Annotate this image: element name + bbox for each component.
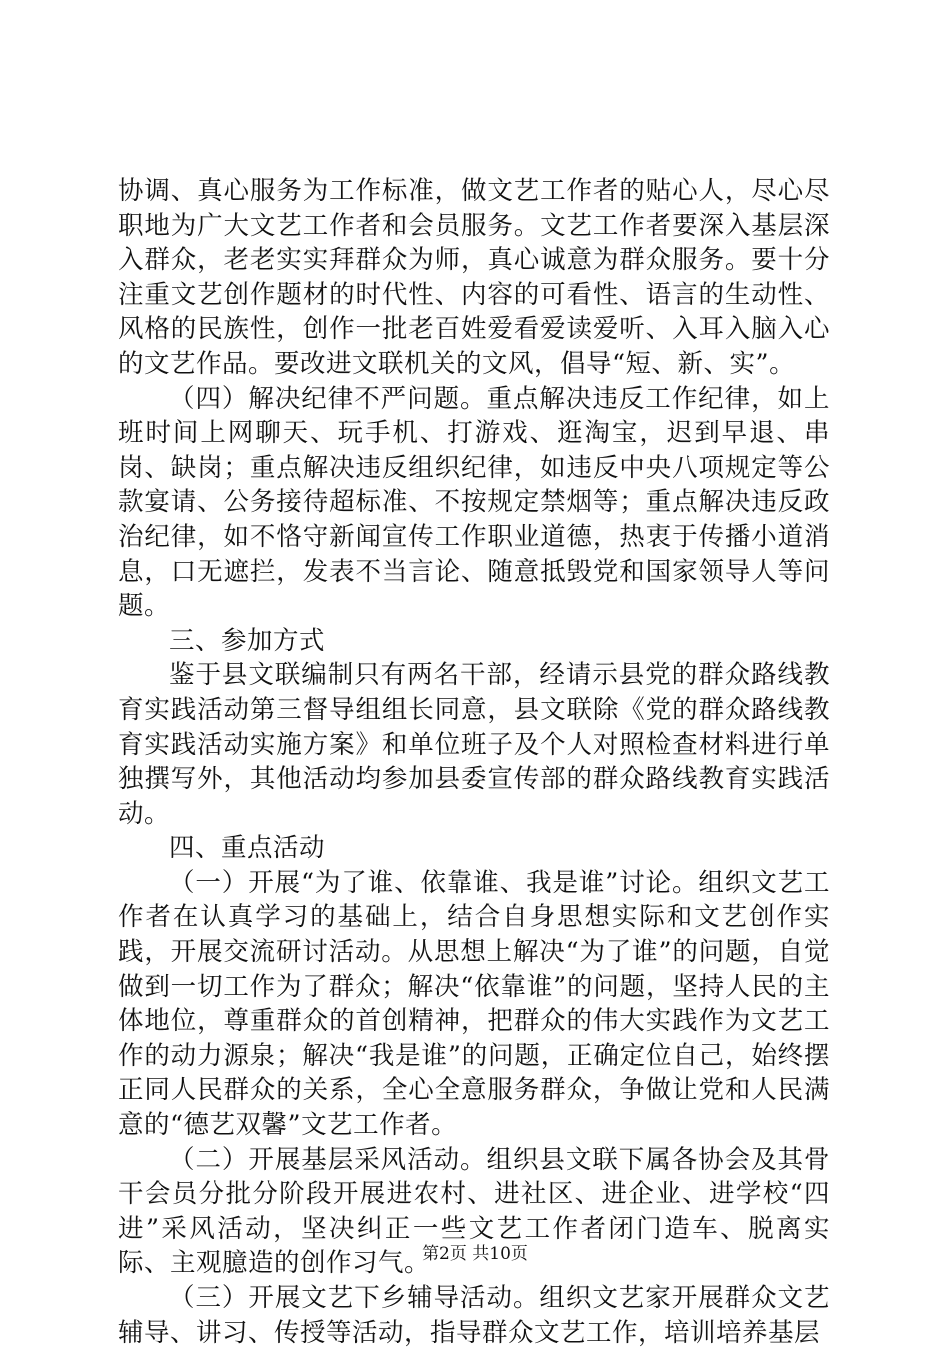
section-heading-key-activities: 四、重点活动 <box>169 833 326 864</box>
document-body <box>118 174 830 1350</box>
page-number-footer: 第2页 共10页 <box>422 1244 528 1264</box>
paragraph-continuation: 协调、真心服务为工作标准，做文艺工作者的贴心人，尽心尽职地为广大文艺工作者和会员服务。文艺工作者要深入基层深入群众，老老实实拜群众为师，真心诚意为群众服务。要十分注重文艺创作题材的时代性、内容的可看性、语言的生动性、风格的民族性，创作一批老百姓爱看爱读爱听、入耳入脑入心的文艺作品。要改进文联机关的文风，倡导“短、新、实”。 <box>118 176 830 379</box>
paragraph-discipline-issues: （四）解决纪律不严问题。重点解决违反工作纪律，如上班时间上网聊天、玩手机、打游戏、逛淘宝，迟到早退、串岗、缺岗；重点解决违反组织纪律，如违反中央八项规定等公款宴请、公务接待超标准、不按规定禁烟等；重点解决违反政治纪律，如不恪守新闻宣传工作职业道德，热衷于传播小道消息，口无遮拦，发表不当言论、随意抵毁党和国家领导人等问题。 <box>118 383 830 622</box>
paragraph-activity-rural-tutoring: （三）开展文艺下乡辅导活动。组织文艺家开展群众文艺辅导、讲习、传授等活动，指导群众文艺工作，培训培养基层 <box>118 1283 830 1348</box>
section-heading-participation: 三、参加方式 <box>169 625 326 656</box>
paragraph-activity-discussion: （一）开展“为了谁、依靠谁、我是谁”讨论。组织文艺工作者在认真学习的基础上，结合自身思想实际和文艺创作实践，开展交流研讨活动。从思想上解决“为了谁”的问题，自觉做到一切工作为了群众；解决“依靠谁”的问题，坚持人民的主体地位，尊重群众的首创精神，把群众的伟大实践作为文艺工作的动力源泉；解决“我是谁”的问题，正确定位自己，始终摆正同人民群众的关系，全心全意服务群众，争做让党和人民满意的“德艺双馨”文艺工作者。 <box>118 867 830 1141</box>
paragraph-participation-method: 鉴于县文联编制只有两名干部，经请示县党的群众路线教育实践活动第三督导组组长同意，县文联除《党的群众路线教育实践活动实施方案》和单位班子及个人对照检查材料进行单独撰写外，其他活动均参加县委宣传部的群众路线教育实践活动。 <box>118 660 830 829</box>
paragraph-activity-field-collection: （二）开展基层采风活动。组织县文联下属各协会及其骨干会员分批分阶段开展进农村、进社区、进企业、进学校“四进”采风活动，坚决纠正一些文艺工作者闭门造车、脱离实际、主观臆造的创作习气。 <box>118 1144 830 1279</box>
